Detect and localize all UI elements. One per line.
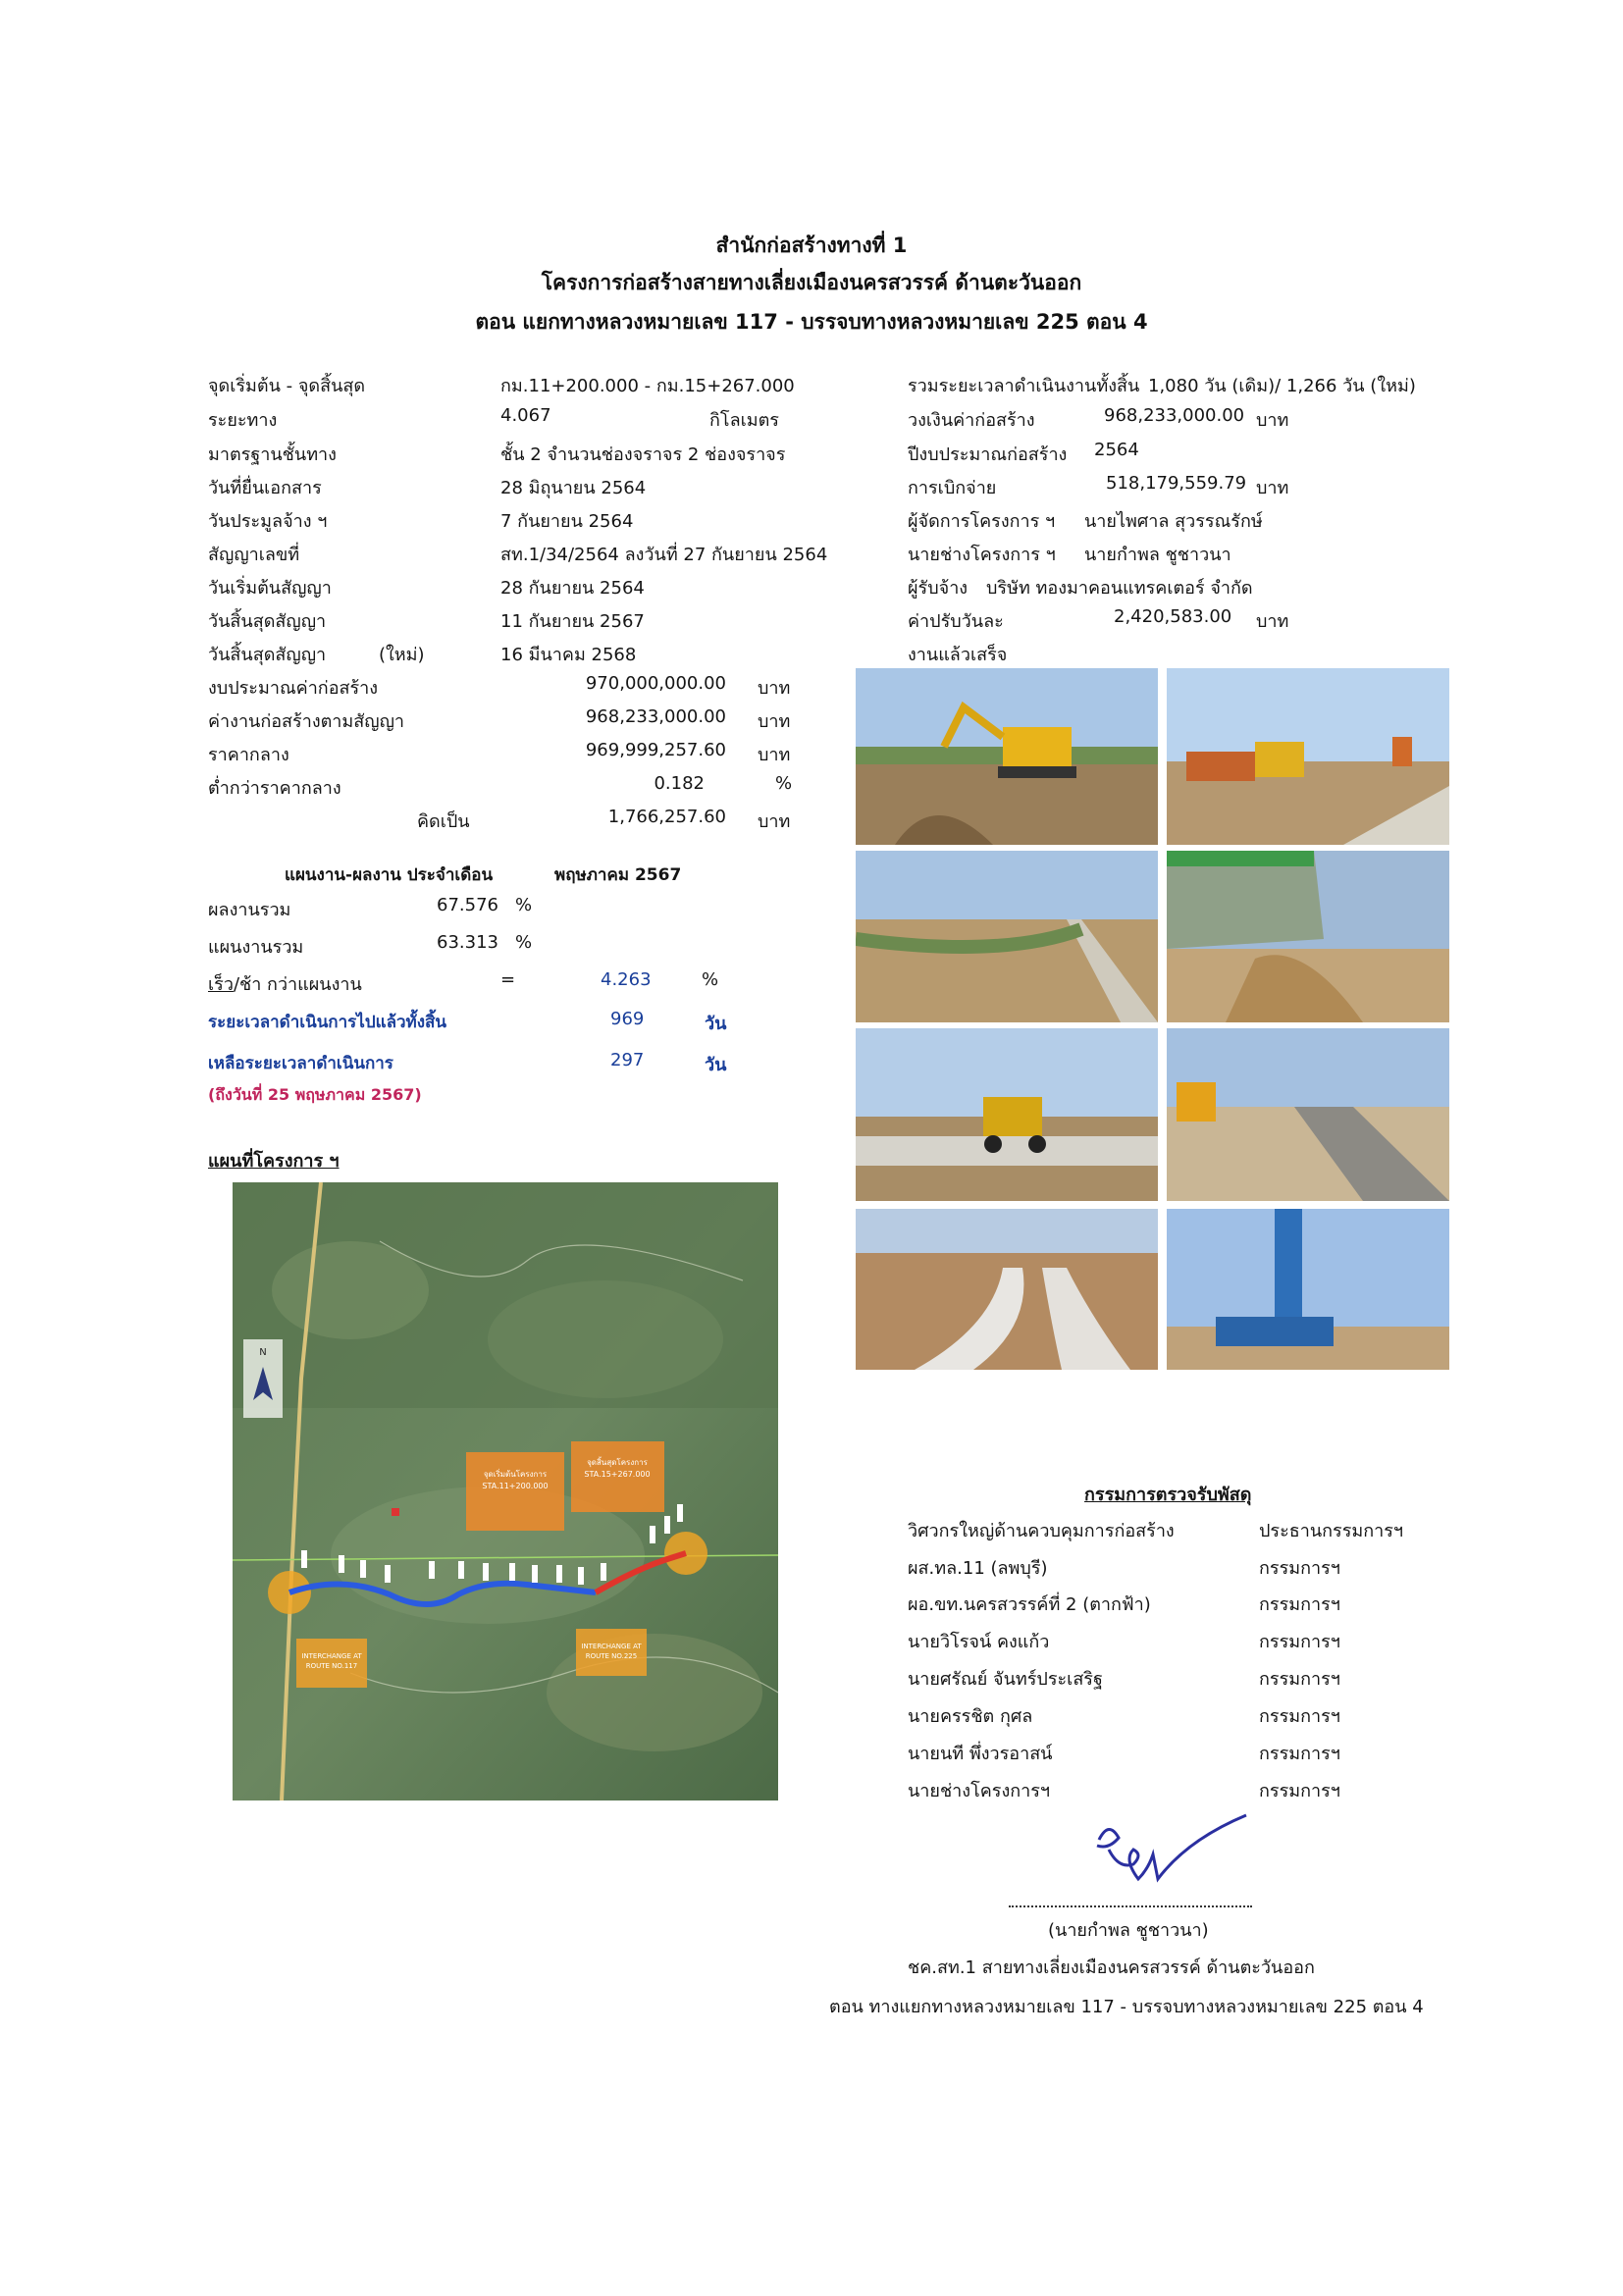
label-diff (208, 969, 362, 998)
unit-equivalent: บาท (758, 811, 791, 832)
photo-excavator (856, 668, 1158, 845)
committee-member-role: กรรมการฯ (1259, 1669, 1340, 1690)
pct-actual: % (515, 895, 533, 915)
header-line-3: ตอน แยกทางหลวงหมายเลข 117 - บรรจบทางหลวงหมายเลข 225 ตอน 4 (475, 310, 1148, 334)
label-distance: ระยะทาง (208, 410, 278, 431)
value-actual: 67.576 (437, 895, 498, 915)
value-submission-date: 28 มิถุนายน 2564 (500, 478, 647, 498)
unit-penalty: บาท (1256, 611, 1289, 632)
photo-road-grader (856, 1028, 1158, 1201)
map-label-end: จุดสิ้นสุดโครงการ STA.15+267.000 (584, 1458, 651, 1479)
label-elapsed: ระยะเวลาดำเนินการไปแล้วทั้งสิ้น (208, 1013, 447, 1032)
label-disbursement: การเบิกจ่าย (908, 478, 997, 498)
committee-member-role: กรรมการฯ (1259, 1781, 1340, 1801)
value-project-engineer: นายกำพล ชูชาวนา (1084, 545, 1231, 565)
photo-pile-driver (1167, 1209, 1449, 1370)
value-contract-no: สท.1/34/2564 ลงวันที่ 27 กันยายน 2564 (500, 545, 828, 565)
unit-budget: บาท (758, 678, 791, 699)
label-contract-cost: ค่างานก่อสร้างตามสัญญา (208, 711, 405, 732)
pct-diff: % (702, 969, 719, 990)
committee-member-role: กรรมการฯ (1259, 1558, 1340, 1579)
value-auction-date: 7 กันยายน 2564 (500, 511, 634, 532)
unit-remaining: วัน (705, 1055, 727, 1075)
label-actual: ผลงานรวม (208, 900, 291, 920)
committee-title: กรรมการตรวจรับพัสดุ (1084, 1485, 1252, 1505)
value-road-standard: ชั้น 2 จำนวนช่องจราจร 2 ช่องจราจร (500, 444, 786, 465)
committee-member-name: นายครรชิต กุศล (908, 1706, 1033, 1727)
label-auction-date: วันประมูลจ้าง ฯ (208, 511, 328, 532)
value-penalty: 2,420,583.00 (1114, 606, 1232, 627)
value-remaining: 297 (610, 1050, 645, 1070)
committee-member-name: ผส.ทล.11 (ลพบุรี) (908, 1558, 1048, 1579)
label-contract-no: สัญญาเลขที่ (208, 545, 300, 565)
value-median-price: 969,999,257.60 (585, 740, 726, 760)
label-contract-amount: วงเงินค่าก่อสร้าง (908, 410, 1035, 431)
photo-retaining-wall (1167, 1028, 1449, 1201)
value-fiscal-year: 2564 (1094, 440, 1139, 460)
label-budget: งบประมาณค่าก่อสร้าง (208, 678, 379, 699)
committee-member-name: ผอ.ขท.นครสวรรค์ที่ 2 (ตากฟ้า) (908, 1594, 1151, 1615)
value-contract-amount: 968,233,000.00 (1104, 405, 1245, 426)
value-elapsed: 969 (610, 1009, 645, 1029)
label-equivalent: คิดเป็น (417, 811, 470, 832)
committee-member-name: วิศวกรใหญ่ด้านควบคุมการก่อสร้าง (908, 1521, 1175, 1541)
unit-contract-cost: บาท (758, 711, 791, 732)
committee-member-role: กรรมการฯ (1259, 1744, 1340, 1764)
map-title: แผนที่โครงการ ฯ (208, 1151, 340, 1172)
signature-image (1079, 1810, 1276, 1899)
value-contract-end: 11 กันยายน 2567 (500, 611, 645, 632)
value-project-manager: นายไพศาล สุวรรณรักษ์ (1084, 511, 1263, 532)
label-remaining: เหลือระยะเวลาดำเนินการ (208, 1054, 393, 1073)
photo-dump-truck (1167, 851, 1449, 1022)
label-project-engineer: นายช่างโครงการ ฯ (908, 545, 1056, 565)
label-median-price: ราคากลาง (208, 745, 289, 765)
value-below-median: 0.182 (654, 773, 705, 794)
committee-member-role: กรรมการฯ (1259, 1706, 1340, 1727)
unit-contract-amount: บาท (1256, 410, 1289, 431)
map-image (233, 1182, 778, 1800)
label-contractor: ผู้รับจ้าง (908, 578, 969, 599)
project-map (233, 1182, 778, 1800)
value-budget: 970,000,000.00 (585, 673, 726, 694)
north-label: N (259, 1347, 267, 1358)
progress-month: พฤษภาคม 2567 (554, 865, 682, 885)
value-contractor: บริษัท ทองมาคอนแทรคเตอร์ จำกัด (986, 578, 1253, 599)
photo-drainage-channel (856, 851, 1158, 1022)
signer-position: ชค.สท.1 สายทางเลี่ยงเมืองนครสวรรค์ ด้านตะวันออก (908, 1957, 1315, 1978)
signer-name: (นายกำพล ชูชาวนา) (1048, 1920, 1209, 1941)
photo-truck-loading (1167, 668, 1449, 845)
committee-member-role: กรรมการฯ (1259, 1632, 1340, 1652)
committee-member-name: นายช่างโครงการฯ (908, 1781, 1051, 1801)
committee-member-name: นายศรัณย์ จันทร์ประเสริฐ (908, 1669, 1103, 1690)
committee-member-name: นายวิโรจน์ คงแก้ว (908, 1632, 1050, 1652)
value-plan: 63.313 (437, 932, 498, 953)
label-diff-rest: /ช้า กว่าแผนงาน (233, 974, 362, 995)
label-project-manager: ผู้จัดการโครงการ ฯ (908, 511, 1056, 532)
header-line-1: สำนักก่อสร้างทางที่ 1 (715, 234, 908, 257)
as-of-date: (ถึงวันที่ 25 พฤษภาคม 2567) (208, 1085, 422, 1104)
signature-line (1009, 1905, 1252, 1907)
label-road-standard: มาตรฐานชั้นทาง (208, 444, 337, 465)
committee-member-role: ประธานกรรมการฯ (1259, 1521, 1404, 1541)
value-disbursement: 518,179,559.79 (1106, 473, 1247, 494)
label-contract-start: วันเริ่มต้นสัญญา (208, 578, 332, 599)
value-equivalent: 1,766,257.60 (607, 807, 726, 827)
label-total-duration: รวมระยะเวลาดำเนินงานทั้งสิ้น (908, 376, 1140, 396)
label-penalty: ค่าปรับวันละ (908, 611, 1004, 632)
map-label-interchange-225: INTERCHANGE AT ROUTE NO.225 (581, 1643, 642, 1660)
value-contract-end-new: 16 มีนาคม 2568 (500, 645, 637, 665)
label-new-tag: (ใหม่) (379, 645, 425, 665)
committee-member-role: กรรมการฯ (1259, 1594, 1340, 1615)
photo-concrete-pipes (856, 1209, 1158, 1370)
label-start-end: จุดเริ่มต้น - จุดสิ้นสุด (208, 376, 366, 396)
diff-equals: = (500, 969, 516, 990)
label-submission-date: วันที่ยื่นเอกสาร (208, 478, 322, 498)
label-plan: แผนงานรวม (208, 937, 304, 958)
value-contract-cost: 968,233,000.00 (585, 706, 726, 727)
header-line-2: โครงการก่อสร้างสายทางเลี่ยงเมืองนครสวรรค์ ด้านตะวันออก (541, 271, 1082, 294)
unit-elapsed: วัน (705, 1014, 727, 1034)
value-start-end: กม.11+200.000 - กม.15+267.000 (500, 376, 795, 396)
progress-title: แผนงาน-ผลงาน ประจำเดือน (285, 865, 494, 885)
label-fiscal-year: ปีงบประมาณก่อสร้าง (908, 444, 1068, 465)
map-label-interchange-117: INTERCHANGE AT ROUTE NO.117 (301, 1652, 362, 1670)
label-contract-end: วันสิ้นสุดสัญญา (208, 611, 327, 632)
value-diff: 4.263 (601, 969, 652, 990)
unit-disbursement: บาท (1256, 478, 1289, 498)
unit-median-price: บาท (758, 745, 791, 765)
pct-plan: % (515, 932, 533, 953)
label-below-median: ต่ำกว่าราคากลาง (208, 778, 341, 799)
unit-distance: กิโลเมตร (709, 410, 779, 431)
committee-member-name: นายนที พึ่งวรอาสน์ (908, 1744, 1053, 1764)
label-contract-end-new: วันสิ้นสุดสัญญา (208, 645, 327, 665)
value-contract-start: 28 กันยายน 2564 (500, 578, 645, 599)
map-label-start: จุดเริ่มต้นโครงการ STA.11+200.000 (482, 1470, 549, 1490)
label-completed: งานแล้วเสร็จ (908, 645, 1008, 665)
value-distance: 4.067 (500, 405, 551, 426)
value-total-duration: 1,080 วัน (เดิม)/ 1,266 วัน (ใหม่) (1148, 376, 1416, 396)
signer-section: ตอน ทางแยกทางหลวงหมายเลข 117 - บรรจบทางหลวงหมายเลข 225 ตอน 4 (829, 1997, 1424, 2017)
unit-below-median: % (775, 773, 793, 794)
label-diff-fast: เร็ว (208, 974, 234, 995)
